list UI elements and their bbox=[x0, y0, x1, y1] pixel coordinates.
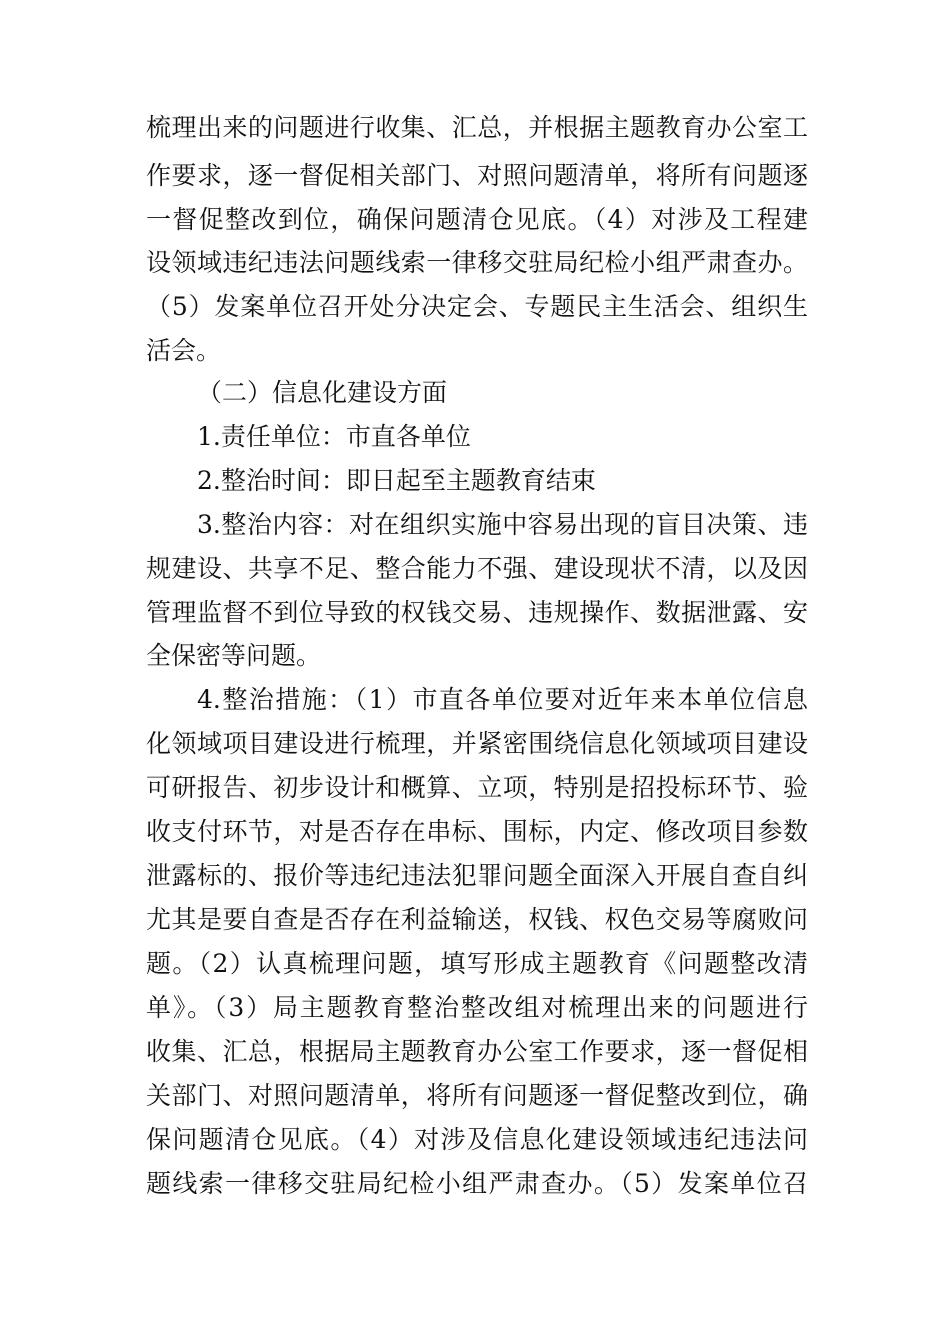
text-line: 梳理出来的问题进行收集、汇总，并根据主题教育办公室工 bbox=[146, 113, 808, 142]
text-line: 一督促整改到位，确保问题清仓见底。（4）对涉及工程建 bbox=[146, 205, 808, 234]
text-line: 规建设、共享不足、整合能力不强、建设现状不清，以及因 bbox=[146, 554, 808, 583]
text-line: 题。（2）认真梳理问题，填写形成主题教育《问题整改清 bbox=[146, 949, 808, 978]
text-line: 泄露标的、报价等违纪违法犯罪问题全面深入开展自查自纠 bbox=[146, 861, 808, 890]
rectification-measures: 4.整治措施：（1）市直各单位要对近年来本单位信息 bbox=[197, 685, 808, 714]
text-line: 单》。（3）局主题教育整治整改组对梳理出来的问题进行 bbox=[146, 993, 808, 1022]
text-line: 管理监督不到位导致的权钱交易、违规操作、数据泄露、安 bbox=[146, 598, 808, 627]
text-line: 收集、汇总，根据局主题教育办公室工作要求，逐一督促相 bbox=[146, 1037, 808, 1066]
text-line: （5）发案单位召开处分决定会、专题民主生活会、组织生 bbox=[146, 292, 808, 321]
text-line: 关部门、对照问题清单，将所有问题逐一督促整改到位，确 bbox=[146, 1081, 808, 1110]
text-line: 活会。 bbox=[146, 336, 222, 365]
text-line: 作要求，逐一督促相关部门、对照问题清单，将所有问题逐 bbox=[146, 161, 808, 190]
rectification-time: 2.整治时间：即日起至主题教育结束 bbox=[197, 466, 596, 495]
text-line: 设领域违纪违法问题线索一律移交驻局纪检小组严肃查办。 bbox=[146, 248, 808, 277]
rectification-content: 3.整治内容：对在组织实施中容易出现的盲目决策、违 bbox=[197, 510, 808, 539]
text-line: 收支付环节，对是否存在串标、围标，内定、修改项目参数 bbox=[146, 817, 808, 846]
responsible-unit: 1.责任单位：市直各单位 bbox=[197, 422, 471, 451]
text-line: 全保密等问题。 bbox=[146, 641, 322, 670]
text-line: 尤其是要自查是否存在利益输送，权钱、权色交易等腐败问 bbox=[146, 905, 808, 934]
text-line: 化领域项目建设进行梳理，并紧密围绕信息化领域项目建设 bbox=[146, 729, 808, 758]
text-line: 题线索一律移交驻局纪检小组严肃查办。（5）发案单位召 bbox=[146, 1169, 808, 1198]
text-line: 可研报告、初步设计和概算、立项，特别是招投标环节、验 bbox=[146, 773, 808, 802]
text-line: 保问题清仓见底。（4）对涉及信息化建设领域违纪违法问 bbox=[146, 1125, 808, 1154]
section-heading: （二）信息化建设方面 bbox=[197, 378, 448, 407]
